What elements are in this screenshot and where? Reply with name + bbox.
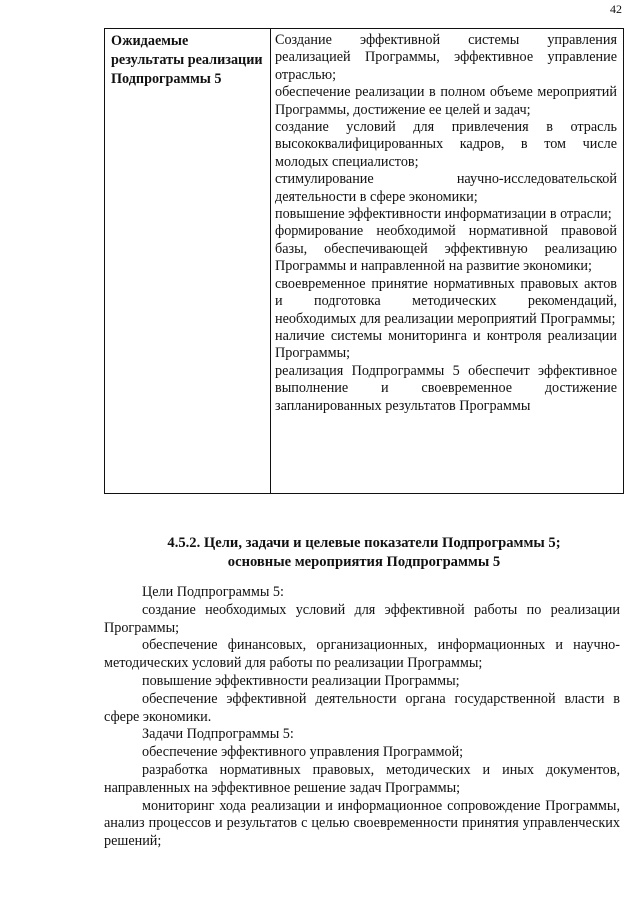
result-item: повышение эффективности информатизации в отрасли; bbox=[275, 206, 612, 223]
section-body bbox=[104, 584, 620, 851]
body-paragraph: Задачи Подпрограммы 5: bbox=[142, 726, 294, 743]
expected-results-table bbox=[104, 28, 624, 494]
result-item: стимулирование научно-исследовательской деятельности в сфере экономики; bbox=[275, 171, 617, 205]
body-paragraph: Цели Подпрограммы 5: bbox=[142, 584, 284, 600]
table-content-cell bbox=[271, 29, 623, 493]
table-label-cell: Ожидаемые результаты реализации Подпрограммы 5 bbox=[105, 29, 271, 493]
section-heading-line: 4.5.2. Цели, задачи и целевые показатели Подпрограммы 5; bbox=[167, 535, 561, 551]
body-paragraph: создание необходимых условий для эффективной работы по реализации Программы; bbox=[104, 601, 620, 636]
result-item: создание условий для привлечения в отрасль высококвалифицированных кадров, в том числе молодых специалистов; bbox=[275, 119, 617, 170]
result-item: обеспечение реализации в полном объеме мероприятий Программы, достижение ее целей и задач; bbox=[275, 84, 617, 118]
result-item: своевременное принятие нормативных правовых актов и подготовка методических рекомендаций, необходимых для реализации мероприятий Программы; bbox=[275, 275, 617, 327]
result-item: наличие системы мониторинга и контроля реализации Программы; bbox=[275, 327, 617, 362]
body-paragraph: обеспечение эффективной деятельности органа государственной власти в сфере экономики. bbox=[104, 690, 620, 725]
body-paragraph: обеспечение эффективного управления Программой; bbox=[142, 744, 464, 761]
body-paragraph: мониторинг хода реализации и информационное сопровождение Программы, анализ процессов и результатов с целью своевременности принятия управленческих решений; bbox=[104, 797, 620, 850]
body-paragraph: повышение эффективности реализации Программы; bbox=[142, 672, 460, 689]
body-paragraph: разработка нормативных правовых, методических и иных документов, направленных на эффективное решение задач Программы; bbox=[104, 761, 620, 796]
result-item: реализация Подпрограммы 5 обеспечит эффективное выполнение и своевременное достижение запланированных результатов Программы bbox=[275, 362, 617, 414]
section-heading bbox=[104, 534, 624, 572]
result-item: Создание эффективной системы управления реализацией Программы, эффективное управление отраслью; bbox=[275, 32, 617, 83]
page-number: 42 bbox=[610, 2, 622, 16]
body-paragraph: обеспечение финансовых, организационных, информационных и научно-методических условий для работы по реализации Программы; bbox=[104, 637, 620, 672]
result-item: формирование необходимой нормативной правовой базы, обеспечивающей эффективную реализацию Программы и направленной на развитие экономики; bbox=[275, 223, 617, 275]
section-heading-line: основные мероприятия Подпрограммы 5 bbox=[227, 554, 501, 570]
